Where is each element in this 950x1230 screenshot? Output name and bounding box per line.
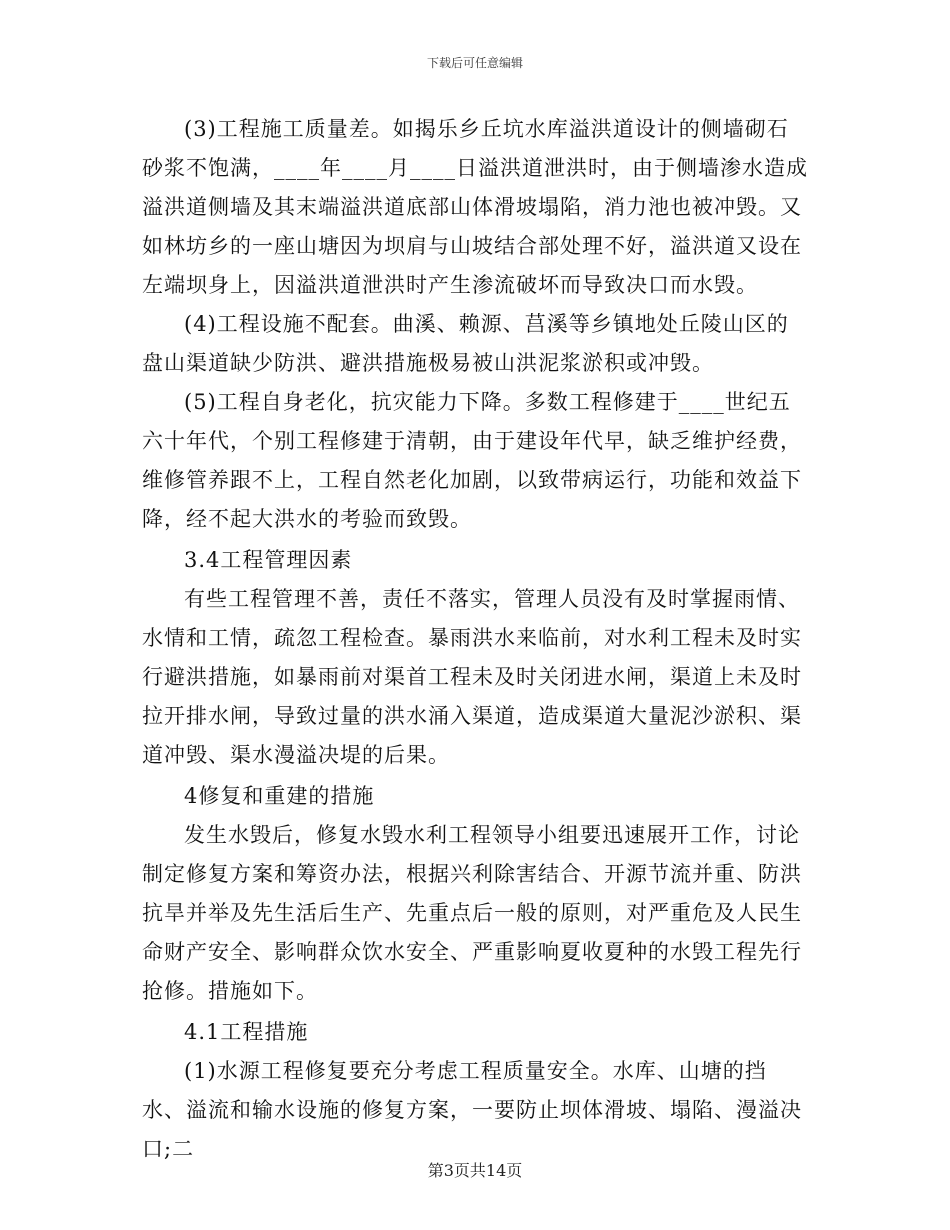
paragraph-4-intro: 发生水毁后，修复水毁水利工程领导小组要迅速展开工作，讨论制定修复方案和筹资办法，根据兴利除害结合、开源节流并重、防洪抗旱并举及先生活后生产、先重点后一般的原则，对严重危及人民生命财产安全、影响群众饮水安全、严重影响夏收夏种的水毁工程先行抢修。措施如下。 (142, 823, 802, 1003)
page-header: 下载后可任意编辑 (426, 56, 523, 70)
page-number: 第3页共14页 (427, 1161, 523, 1180)
section-heading-4-1: 4.1工程措施 (184, 1020, 309, 1044)
paragraph-3: (3)工程施工质量差。如揭乐乡丘坑水库溢洪道设计的侧墙砌石砂浆不饱满，____年____月____日溢洪道泄洪时，由于侧墙渗水造成溢洪道侧墙及其末端溢洪道底部山体滑坡塌陷，消力池也被冲毁。又如林坊乡的一座山塘因为坝肩与山坡结合部处理不好，溢洪道又设在左端坝身上，因溢洪道泄洪时产生渗流破坏而导致决口而水毁。 (142, 117, 808, 297)
paragraph-4-1: (1)水源工程修复要充分考虑工程质量安全。水库、山塘的挡水、溢流和输水设施的修复方案，一要防止坝体滑坡、塌陷、漫溢决口;二 (142, 1059, 802, 1161)
document-body (142, 110, 808, 1169)
paragraph-5: (5)工程自身老化，抗灾能力下降。多数工程修建于____世纪五六十年代，个别工程修建于清朝，由于建设年代早，缺乏维护经费，维修管养跟不上，工程自然老化加剧，以致带病运行，功能和效益下降，经不起大洪水的考验而致毁。 (142, 390, 802, 531)
paragraph-4: (4)工程设施不配套。曲溪、赖源、莒溪等乡镇地处丘陵山区的盘山渠道缺少防洪、避洪措施极易被山洪泥浆淤积或冲毁。 (142, 312, 789, 375)
section-heading-3-4: 3.4工程管理因素 (184, 548, 353, 572)
section-heading-4: 4修复和重建的措施 (184, 784, 375, 808)
paragraph-3-4: 有些工程管理不善，责任不落实，管理人员没有及时掌握雨情、水情和工情，疏忽工程检查。暴雨洪水来临前，对水利工程未及时实行避洪措施，如暴雨前对渠首工程未及时关闭进水闸，渠道上未及时拉开排水闸，导致过量的洪水涌入渠道，造成渠道大量泥沙淤积、渠道冲毁、渠水漫溢决堤的后果。 (142, 587, 802, 767)
